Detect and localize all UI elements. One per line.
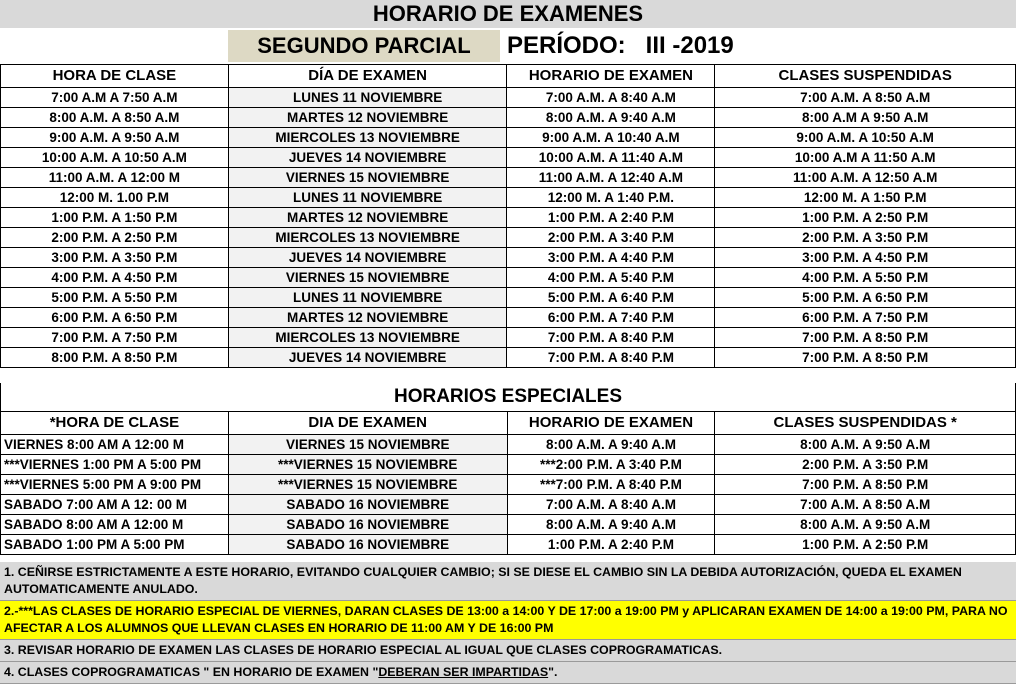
table-cell: 9:00 A.M. A 10:50 A.M [715,128,1016,148]
table-cell: ***7:00 P.M. A 8:40 P.M [507,475,715,495]
table-cell: 7:00 A.M. A 8:40 A.M [507,495,715,515]
table-cell: 10:00 A.M. A 11:40 A.M [507,148,715,168]
table-cell: MIERCOLES 13 NOVIEMBRE [228,228,507,248]
table-cell: 7:00 P.M. A 8:40 P.M [507,348,715,368]
table-cell: 4:00 P.M. A 4:50 P.M [1,268,229,288]
table-row [1,475,1016,495]
table-cell: 11:00 A.M. A 12:00 M [1,168,229,188]
table-cell: 1:00 P.M. A 2:40 P.M [507,535,715,555]
table-cell: 2:00 P.M. A 2:50 P.M [1,228,229,248]
column-header: DÍA DE EXAMEN [228,65,507,88]
table-header-row [1,65,1016,88]
note-4-text: 4. CLASES COPROGRAMATICAS " EN HORARIO DE EXAMEN " [4,665,379,679]
table-cell: 7:00 P.M. A 8:50 P.M [715,475,1016,495]
table-cell: 8:00 A.M. A 9:40 A.M [507,435,715,455]
table-cell: 4:00 P.M. A 5:40 P.M [507,268,715,288]
page-title: HORARIO DE EXAMENES [0,0,1016,28]
table-cell: 5:00 P.M. A 5:50 P.M [1,288,229,308]
table-cell: 9:00 A.M. A 10:40 A.M [507,128,715,148]
table-cell: SABADO 16 NOVIEMBRE [228,535,507,555]
table-cell: 9:00 A.M. A 9:50 A.M [1,128,229,148]
table-cell: 6:00 P.M. A 7:40 P.M [507,308,715,328]
note-3: 3. REVISAR HORARIO DE EXAMEN LAS CLASES DE HORARIO ESPECIAL AL IGUAL QUE CLASES COPROGRAMATICAS. [0,640,1016,662]
table-cell: MIERCOLES 13 NOVIEMBRE [228,328,507,348]
table-cell: SABADO 16 NOVIEMBRE [228,515,507,535]
table-cell: 3:00 P.M. A 4:40 P.M [507,248,715,268]
special-schedule-table [0,411,1016,555]
table-row [1,228,1016,248]
table-cell: 7:00 A.M A 7:50 A.M [1,88,229,108]
table-cell: JUEVES 14 NOVIEMBRE [228,248,507,268]
column-header: HORARIO DE EXAMEN [507,65,715,88]
table-cell: MARTES 12 NOVIEMBRE [228,108,507,128]
period-label: PERÍODO: III -2019 [507,32,734,59]
table-row [1,535,1016,555]
table-cell: ***2:00 P.M. A 3:40 P.M [507,455,715,475]
table-row [1,188,1016,208]
table-header-row [1,412,1016,435]
table-cell: 10:00 A.M. A 10:50 A.M [1,148,229,168]
table-cell: JUEVES 14 NOVIEMBRE [228,348,507,368]
table-row [1,515,1016,535]
notes-section [0,562,1016,684]
partial-label: SEGUNDO PARCIAL [228,30,500,62]
column-header: DIA DE EXAMEN [228,412,507,435]
table-cell: VIERNES 8:00 AM A 12:00 M [1,435,229,455]
table-cell: SABADO 8:00 AM A 12:00 M [1,515,229,535]
table-row [1,348,1016,368]
table-cell: 3:00 P.M. A 4:50 P.M [715,248,1016,268]
table-row [1,328,1016,348]
table-cell: SABADO 7:00 AM A 12: 00 M [1,495,229,515]
column-header: CLASES SUSPENDIDAS * [715,412,1016,435]
table-row [1,495,1016,515]
table-cell: 7:00 A.M. A 8:40 A.M [507,88,715,108]
table-cell: SABADO 1:00 PM A 5:00 PM [1,535,229,555]
table-row [1,268,1016,288]
table-cell: 8:00 A.M A 9:50 A.M [715,108,1016,128]
table-cell: 7:00 P.M. A 8:40 P.M [507,328,715,348]
main-schedule-table [0,64,1016,368]
table-row [1,208,1016,228]
table-cell: 1:00 P.M. A 2:40 P.M [507,208,715,228]
table-cell: 3:00 P.M. A 3:50 P.M [1,248,229,268]
table-row [1,455,1016,475]
table-row [1,148,1016,168]
table-cell: ***VIERNES 1:00 PM A 5:00 PM [1,455,229,475]
table-cell: ***VIERNES 15 NOVIEMBRE [228,455,507,475]
table-cell: 7:00 P.M. A 7:50 P.M [1,328,229,348]
table-cell: 11:00 A.M. A 12:50 A.M [715,168,1016,188]
table-cell: 8:00 A.M. A 9:50 A.M [715,515,1016,535]
note-2: 2.-***LAS CLASES DE HORARIO ESPECIAL DE VIERNES, DARAN CLASES DE 13:00 a 14:00 Y DE 17:00 a 19:00 PM y APLICARAN EXAMEN DE 14:00 a 19:00 PM, PARA NO AFECTAR A LOS ALUMNOS QUE LLEVAN CLASES EN HORARIO DE 11:00 AM Y DE 16:00 PM [0,601,1016,640]
table-row [1,248,1016,268]
table-cell: 12:00 M. 1.00 P.M [1,188,229,208]
table-cell: 7:00 P.M. A 8:50 P.M [715,328,1016,348]
note-1: 1. CEÑIRSE ESTRICTAMENTE A ESTE HORARIO, EVITANDO CUALQUIER CAMBIO; SI SE DIESE EL CAMBIO SIN LA DEBIDA AUTORIZACIÓN, QUEDA EL EXAMEN AUTOMATICAMENTE ANULADO. [0,562,1016,601]
column-header: HORA DE CLASE [1,65,229,88]
note-4-emphasis: DEBERAN SER IMPARTIDAS [378,665,549,679]
table-cell: 2:00 P.M. A 3:50 P.M [715,455,1016,475]
table-cell: 8:00 P.M. A 8:50 P.M [1,348,229,368]
table-cell: 5:00 P.M. A 6:40 P.M [507,288,715,308]
table-cell: SABADO 16 NOVIEMBRE [228,495,507,515]
table-cell: 11:00 A.M. A 12:40 A.M [507,168,715,188]
table-cell: 2:00 P.M. A 3:40 P.M [507,228,715,248]
column-header: HORARIO DE EXAMEN [507,412,715,435]
table-row [1,128,1016,148]
table-cell: ***VIERNES 15 NOVIEMBRE [228,475,507,495]
table-cell: LUNES 11 NOVIEMBRE [228,88,507,108]
table-cell: 12:00 M. A 1:50 P.M [715,188,1016,208]
column-header: *HORA DE CLASE [1,412,229,435]
table-cell: 12:00 M. A 1:40 P.M. [507,188,715,208]
table-row [1,308,1016,328]
table-cell: 4:00 P.M. A 5:50 P.M [715,268,1016,288]
column-header: CLASES SUSPENDIDAS [715,65,1016,88]
table-cell: 1:00 P.M. A 1:50 P.M [1,208,229,228]
table-cell: 5:00 P.M. A 6:50 P.M [715,288,1016,308]
table-cell: ***VIERNES 5:00 PM A 9:00 PM [1,475,229,495]
table-cell: VIERNES 15 NOVIEMBRE [228,168,507,188]
special-schedules-title: HORARIOS ESPECIALES [0,383,1016,411]
table-row [1,88,1016,108]
table-cell: 7:00 P.M. A 8:50 P.M [715,348,1016,368]
table-cell: 8:00 A.M. A 9:40 A.M [507,108,715,128]
table-cell: VIERNES 15 NOVIEMBRE [228,435,507,455]
table-cell: 6:00 P.M. A 7:50 P.M [715,308,1016,328]
table-row [1,435,1016,455]
table-cell: VIERNES 15 NOVIEMBRE [228,268,507,288]
table-cell: 8:00 A.M. A 9:40 A.M [507,515,715,535]
table-row [1,168,1016,188]
table-cell: 10:00 A.M A 11:50 A.M [715,148,1016,168]
table-cell: 8:00 A.M. A 9:50 A.M [715,435,1016,455]
table-cell: LUNES 11 NOVIEMBRE [228,288,507,308]
table-row [1,288,1016,308]
table-cell: MARTES 12 NOVIEMBRE [228,208,507,228]
table-cell: 7:00 A.M. A 8:50 A.M [715,495,1016,515]
subtitle-row [0,28,1016,64]
table-row [1,108,1016,128]
table-cell: 7:00 A.M. A 8:50 A.M [715,88,1016,108]
table-cell: 6:00 P.M. A 6:50 P.M [1,308,229,328]
table-cell: JUEVES 14 NOVIEMBRE [228,148,507,168]
table-cell: 1:00 P.M. A 2:50 P.M [715,208,1016,228]
note-4 [0,662,1016,684]
table-cell: 2:00 P.M. A 3:50 P.M [715,228,1016,248]
note-4-end: ". [548,665,558,679]
table-cell: MARTES 12 NOVIEMBRE [228,308,507,328]
table-cell: 1:00 P.M. A 2:50 P.M [715,535,1016,555]
table-cell: LUNES 11 NOVIEMBRE [228,188,507,208]
table-cell: 8:00 A.M. A 8:50 A.M [1,108,229,128]
table-cell: MIERCOLES 13 NOVIEMBRE [228,128,507,148]
